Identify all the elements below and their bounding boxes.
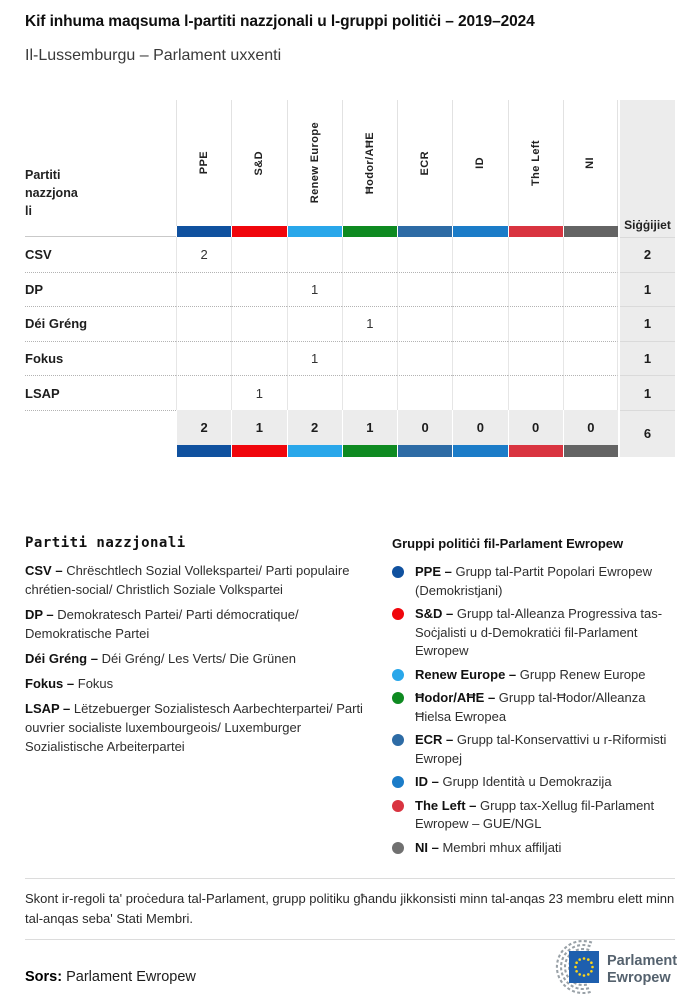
source-text: Parlament Ewropew <box>66 969 196 985</box>
total-NI: 0 <box>563 410 618 445</box>
party-legend-item-CSV: CSV – Chrëschtlech Sozial Vollekspartei/ Parti populaire chrétien-social/ Christlich Soziale Volkspartei <box>25 563 350 597</box>
group-color-dot-icon <box>392 608 404 620</box>
group-legend-item-The Left <box>392 797 677 834</box>
party-name-LSAP: LSAP <box>25 375 176 410</box>
total-ID: 0 <box>452 410 507 445</box>
eu-flag-icon <box>569 951 599 983</box>
group-legend-item-Ħodor/AĦE <box>392 689 677 726</box>
column-header-text: ID <box>474 157 487 169</box>
column-header-ECR <box>397 100 452 226</box>
group-color-bar-ECR <box>397 226 452 237</box>
seats-table <box>25 100 675 457</box>
ep-logo-text-line1: Parlament <box>607 953 677 969</box>
column-header-text: Renew Europe <box>308 122 321 204</box>
cell-DP-PPE <box>176 272 231 307</box>
column-header-text: The Left <box>529 140 542 186</box>
total-Ħodor/AĦE: 1 <box>342 410 397 445</box>
legend-national-parties <box>25 535 377 762</box>
column-header-text: PPE <box>198 151 211 175</box>
cell-Déi Gréng-Ħodor/AĦE: 1 <box>342 306 397 341</box>
cell-DP-S&D <box>231 272 286 307</box>
party-legend-name: Fokus – <box>25 676 78 691</box>
source-line <box>25 969 196 985</box>
legend-political-groups-list <box>392 563 677 857</box>
cell-CSV-PPE: 2 <box>176 237 231 272</box>
totals-row-spacer <box>25 410 176 445</box>
group-color-dot-icon <box>392 776 404 788</box>
party-legend-name: LSAP – <box>25 701 74 716</box>
group-color-bar-PPE <box>176 226 231 237</box>
group-color-bar-S&D <box>231 226 286 237</box>
group-color-bar-bottom-NI <box>563 445 618 457</box>
group-color-bar-The Left <box>508 226 563 237</box>
cell-Déi Gréng-ECR <box>397 306 452 341</box>
cell-CSV-Renew Europe <box>287 237 342 272</box>
column-header-Renew Europe <box>287 100 342 226</box>
seats-column-header: Siġġijiet <box>620 100 675 237</box>
cell-CSV-NI <box>563 237 618 272</box>
cell-Déi Gréng-NI <box>563 306 618 341</box>
seats-DP: 1 <box>620 272 675 307</box>
group-color-dot-icon <box>392 734 404 746</box>
cell-CSV-Ħodor/AĦE <box>342 237 397 272</box>
group-legend-item-S&D <box>392 605 677 661</box>
source-label: Sors: <box>25 969 63 985</box>
group-color-bar-NI <box>563 226 618 237</box>
group-color-dot-icon <box>392 842 404 854</box>
legend-national-parties-list <box>25 561 377 756</box>
group-color-bar-Renew Europe <box>287 226 342 237</box>
total-Renew Europe: 2 <box>287 410 342 445</box>
party-name-Fokus: Fokus <box>25 341 176 376</box>
cell-DP-Renew Europe: 1 <box>287 272 342 307</box>
page-title: Kif inhuma maqsuma l-partiti nazzjonali u l-gruppi politiċi – 2019–2024 <box>25 13 535 30</box>
group-color-dot-icon <box>392 566 404 578</box>
cell-Déi Gréng-S&D <box>231 306 286 341</box>
group-color-bar-bottom-Ħodor/AĦE <box>342 445 397 457</box>
group-legend-item-NI <box>392 839 677 858</box>
cell-DP-NI <box>563 272 618 307</box>
footnote: Skont ir-regoli ta' proċedura tal-Parlament, grupp politiku għandu jikkonsisti minn tal-anqas 23 membru elett minn tal-anqas seba' Stati Membri. <box>25 878 675 940</box>
column-header-text: NI <box>584 157 597 169</box>
cell-LSAP-ECR <box>397 375 452 410</box>
party-legend-item-LSAP: LSAP – Lëtzebuerger Sozialistesch Aarbechterpartei/ Parti ouvrier socialiste luxembourgeois/ Luxemburger Sozialistische Arbeiterpartei <box>25 701 363 754</box>
cell-CSV-ID <box>452 237 507 272</box>
column-header-The Left <box>508 100 563 226</box>
cell-CSV-ECR <box>397 237 452 272</box>
ep-logo <box>527 939 677 995</box>
total-ECR: 0 <box>397 410 452 445</box>
group-color-bar-bottom-PPE <box>176 445 231 457</box>
seats-Fokus: 1 <box>620 341 675 376</box>
party-legend-name: CSV – <box>25 563 67 578</box>
total-seats: 6 <box>620 410 675 457</box>
group-color-dot-icon <box>392 800 404 812</box>
cell-DP-Ħodor/AĦE <box>342 272 397 307</box>
cell-Fokus-Renew Europe: 1 <box>287 341 342 376</box>
page-subtitle: Il-Lussemburgu – Parlament uxxenti <box>25 47 282 64</box>
cell-Fokus-ECR <box>397 341 452 376</box>
group-legend-text: PPE – Grupp tal-Partit Popolari Ewropew (Demokristjani) <box>415 564 652 598</box>
row-header-label: Partiti nazzjona li <box>25 168 78 218</box>
ep-logo-text-line2: Ewropew <box>607 970 671 986</box>
total-S&D: 1 <box>231 410 286 445</box>
total-PPE: 2 <box>176 410 231 445</box>
group-color-bar-bottom-The Left <box>508 445 563 457</box>
group-legend-text: NI – Membri mhux affiljati <box>415 839 562 855</box>
cell-DP-The Left <box>508 272 563 307</box>
cell-Déi Gréng-ID <box>452 306 507 341</box>
party-name-Déi Gréng: Déi Gréng <box>25 306 176 341</box>
cell-CSV-The Left <box>508 237 563 272</box>
group-legend-item-Renew Europe <box>392 666 677 685</box>
total-The Left: 0 <box>508 410 563 445</box>
party-legend-name: Déi Gréng – <box>25 651 102 666</box>
cell-DP-ID <box>452 272 507 307</box>
group-color-bar-ID <box>452 226 507 237</box>
group-color-bar-bottom-ECR <box>397 445 452 457</box>
party-legend-item-DP: DP – Demokratesch Partei/ Parti démocratique/ Demokratische Partei <box>25 607 299 641</box>
column-header-ID <box>452 100 507 226</box>
cell-LSAP-The Left <box>508 375 563 410</box>
cell-LSAP-NI <box>563 375 618 410</box>
group-color-dot-icon <box>392 692 404 704</box>
column-header-Ħodor/AĦE <box>342 100 397 226</box>
column-header-S&D <box>231 100 286 226</box>
seats-CSV: 2 <box>620 237 675 272</box>
group-legend-text: The Left – Grupp tax-Xellug fil-Parlament Ewropew – GUE/NGL <box>415 797 655 831</box>
cell-Fokus-The Left <box>508 341 563 376</box>
cell-LSAP-Renew Europe <box>287 375 342 410</box>
cell-CSV-S&D <box>231 237 286 272</box>
group-legend-text: ECR – Grupp tal-Konservattivi u r-Riformisti Ewropej <box>415 732 667 766</box>
cell-Fokus-S&D <box>231 341 286 376</box>
group-color-bar-bottom-S&D <box>231 445 286 457</box>
group-legend-text: S&D – Grupp tal-Alleanza Progressiva tas-Soċjalisti u d-Demokratiċi fil-Parlament Ewropew <box>415 606 663 658</box>
cell-Fokus-PPE <box>176 341 231 376</box>
group-color-bar-bottom-Renew Europe <box>287 445 342 457</box>
column-header-text: ECR <box>419 150 432 176</box>
row-header-underline <box>25 226 176 237</box>
party-legend-item-Fokus: Fokus – Fokus <box>25 676 114 691</box>
cell-Déi Gréng-Renew Europe <box>287 306 342 341</box>
cell-Fokus-ID <box>452 341 507 376</box>
group-color-dot-icon <box>392 669 404 681</box>
cell-LSAP-PPE <box>176 375 231 410</box>
cell-Fokus-NI <box>563 341 618 376</box>
party-legend-item-Déi Gréng: Déi Gréng – Déi Gréng/ Les Verts/ Die Grünen <box>25 651 296 666</box>
cell-LSAP-S&D: 1 <box>231 375 286 410</box>
party-legend-name: DP – <box>25 607 58 622</box>
group-legend-item-ECR <box>392 731 677 768</box>
group-color-bar-bottom-ID <box>452 445 507 457</box>
party-name-CSV: CSV <box>25 246 52 262</box>
cell-LSAP-ID <box>452 375 507 410</box>
seats-Déi Gréng: 1 <box>620 306 675 341</box>
group-legend-item-ID <box>392 773 677 792</box>
column-header-text: S&D <box>253 150 266 176</box>
cell-Déi Gréng-The Left <box>508 306 563 341</box>
group-color-bar-Ħodor/AĦE <box>342 226 397 237</box>
ep-logo-graphic <box>527 939 677 995</box>
cell-Fokus-Ħodor/AĦE <box>342 341 397 376</box>
column-header-text: Ħodor/AĦE <box>363 131 376 195</box>
column-header-NI <box>563 100 618 226</box>
seats-LSAP: 1 <box>620 375 675 410</box>
party-name-DP: DP <box>25 272 176 307</box>
group-legend-text: Ħodor/AĦE – Grupp tal-Ħodor/Alleanza Ħielsa Ewropea <box>415 690 646 724</box>
group-legend-text: Renew Europe – Grupp Renew Europe <box>415 666 646 682</box>
legend-political-groups <box>392 536 677 862</box>
column-header-PPE <box>176 100 231 226</box>
group-legend-text: ID – Grupp Identità u Demokrazija <box>415 774 612 789</box>
legend-political-groups-heading: Gruppi politiċi fil-Parlament Ewropew <box>392 536 624 551</box>
cell-Déi Gréng-PPE <box>176 306 231 341</box>
legend-national-parties-heading: Partiti nazzjonali <box>25 535 186 551</box>
group-legend-item-PPE <box>392 563 677 600</box>
cell-DP-ECR <box>397 272 452 307</box>
cell-LSAP-Ħodor/AĦE <box>342 375 397 410</box>
